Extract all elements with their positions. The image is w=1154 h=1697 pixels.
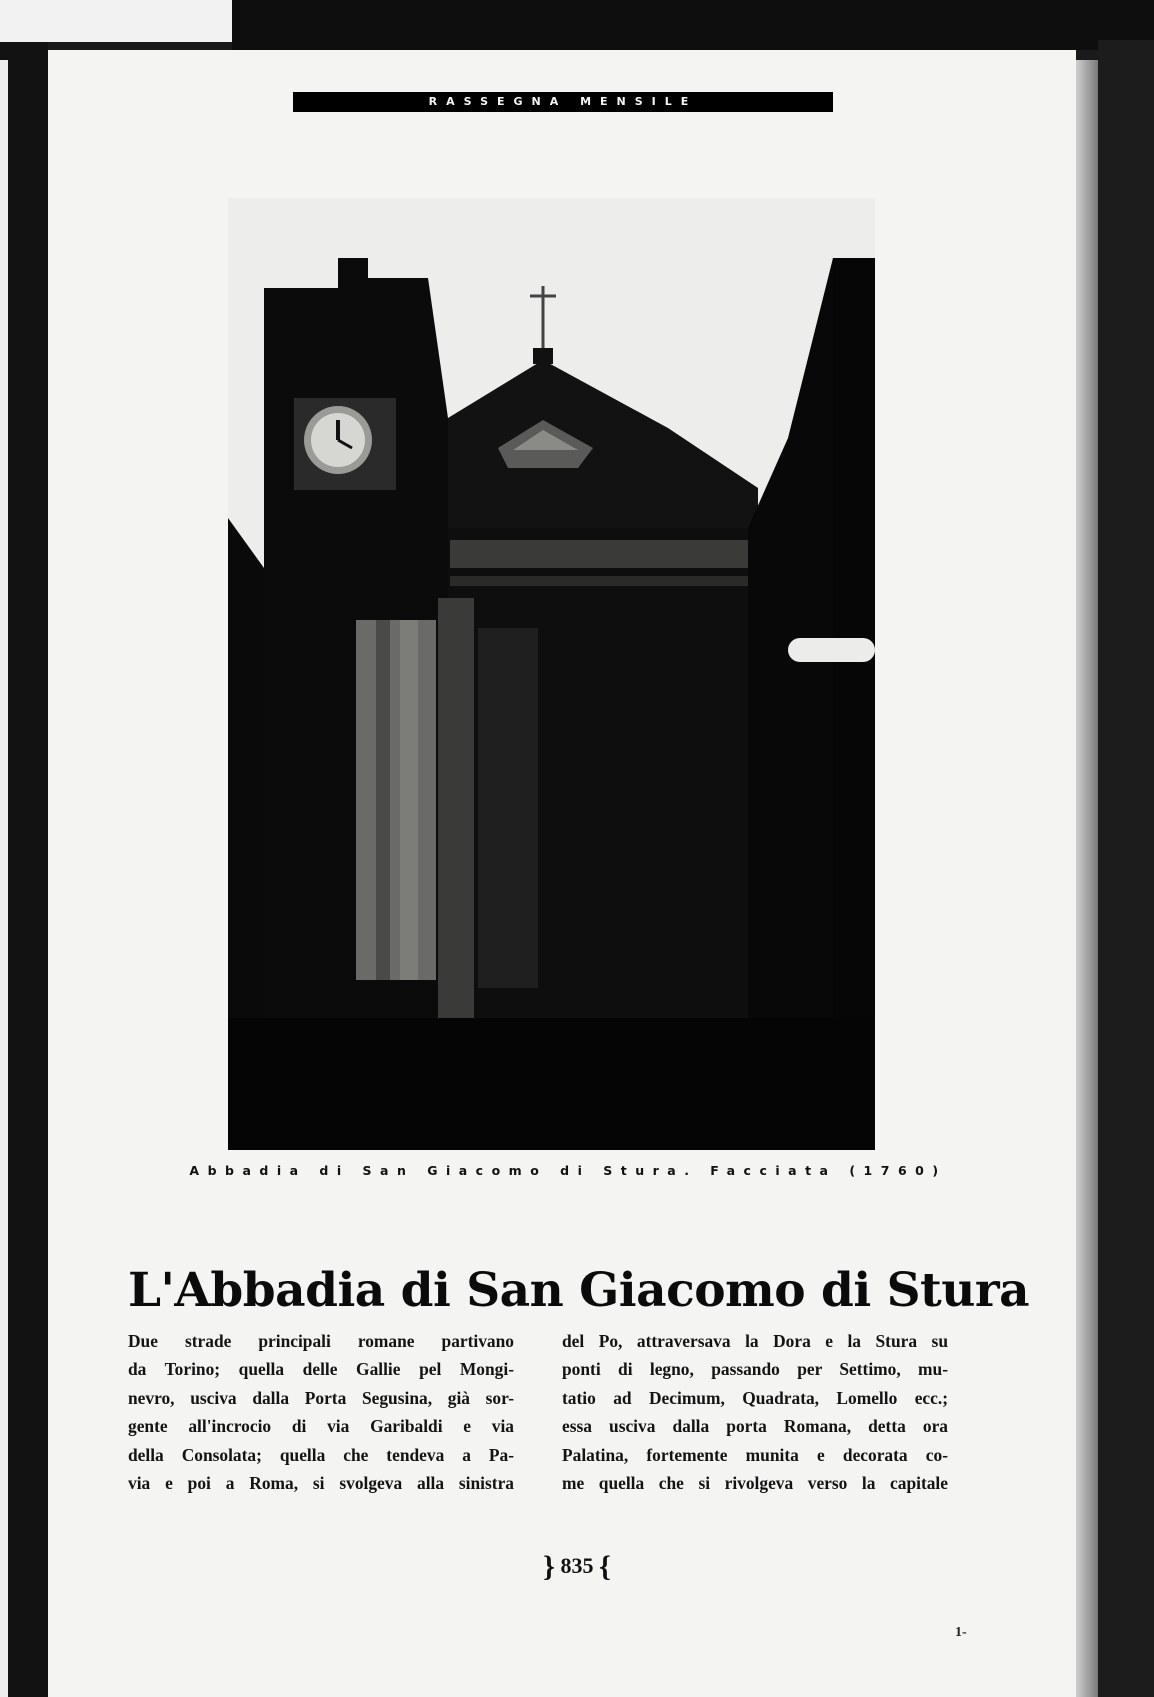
scan-border-right [1098, 40, 1154, 1697]
photo-illustration [228, 198, 875, 1150]
scan-edge-left [0, 60, 8, 1697]
scan-border-top-left [0, 0, 232, 42]
text-line: via e poi a Roma, si svolgeva alla sinistra [128, 1473, 514, 1494]
article-column-left [128, 1327, 514, 1497]
figure-caption: Abbadia di San Giacomo di Stura. Facciata (1760) [189, 1163, 947, 1178]
text-line: da Torino; quella delle Gallie pel Mongi- [128, 1359, 514, 1380]
facade-pilaster-left [356, 620, 436, 980]
text-line: nevro, usciva dalla Porta Segusina, già sor- [128, 1387, 514, 1408]
text-line: essa usciva dalla porta Romana, detta ora [562, 1416, 948, 1437]
text-line: gente all'incrocio di via Garibaldi e via [128, 1416, 514, 1437]
page-folio [0, 1550, 1154, 1584]
scan-edge-right [1076, 60, 1098, 1697]
scan-border-top [232, 0, 1154, 50]
church-facade-photo [228, 198, 875, 1150]
page-number: 835 [560, 1553, 594, 1578]
running-head: RASSEGNA MENSILE [293, 92, 833, 112]
left-brace-icon: } [543, 1550, 555, 1583]
photo-tab-mark [788, 638, 875, 662]
text-line: ponti di legno, passando per Settimo, mu- [562, 1359, 948, 1380]
facade-pilaster [438, 598, 474, 1018]
text-line: della Consolata; quella che tendeva a Pa- [128, 1444, 514, 1465]
text-line: del Po, attraversava la Dora e la Stura su [562, 1331, 948, 1351]
text-line: me quella che si rivolgeva verso la capitale [562, 1473, 948, 1494]
corner-mark: 1- [955, 1625, 967, 1640]
article-column-right [562, 1327, 948, 1497]
right-brace-icon: { [599, 1550, 611, 1583]
text-line: Due strade principali romane partivano [128, 1331, 514, 1351]
article-title: L'Abbadia di San Giacomo di Stura [128, 1263, 1030, 1318]
text-line: tatio ad Decimum, Quadrata, Lomello ecc.; [562, 1387, 948, 1408]
text-line: Palatina, fortemente munita e decorata co- [562, 1444, 948, 1465]
